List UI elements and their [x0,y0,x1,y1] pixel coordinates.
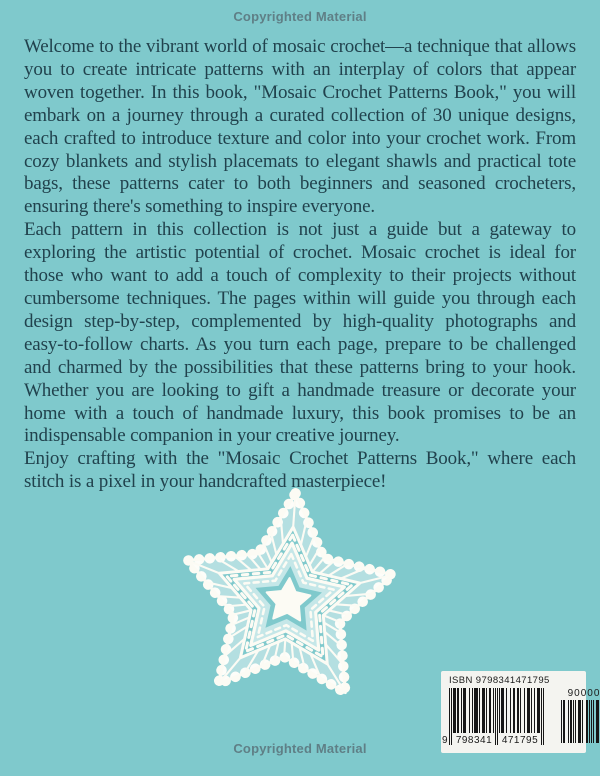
barcode-digit-left: 9 [442,735,448,746]
barcode-digits-right: 471795 [501,735,539,746]
ean5-supplement-barcode [560,688,600,743]
supplement-label: 90000 [567,688,600,699]
barcode-digits-mid: 798341 [455,735,493,746]
ean13-barcode [442,688,546,746]
description-paragraph: Welcome to the vibrant world of mosaic crochet—a technique that allows you to create intricate patterns with an interplay of colors that appear woven together. In this book, "Mosaic Crochet Patterns Book," you will embark on a journey through a curated collection of 30 unique designs, each crafted to introduce texture and color into your crochet work. From cozy blankets and stylish placemats to elegant shawls and practical tote bags, these patterns cater to both beginners and seasoned crocheters, ensuring there's something to inspire everyone. [24,36,576,218]
copyright-notice-top: Copyrighted Material [233,9,367,24]
description-paragraph: Each pattern in this collection is not just a guide but a gateway to exploring the artistic potential of crochet. Mosaic crochet is ideal for those who want to add a touch of complexity to their projects without cumbersome techniques. The pages within will guide you through each design step-by-step, complemented by high-quality photographs and easy-to-follow charts. As you turn each page, prepare to be challenged and charmed by the possibilities that these patterns bring to your hook. Whether you are looking to gift a handmade treasure or decorate your home with a touch of handmade luxury, this book promises to be an indispensable companion in your creative journey. [24,219,576,447]
isbn-label: ISBN 9798341471795 [449,675,550,686]
supplement-bars [560,700,600,743]
back-cover-description [24,36,576,494]
copyright-notice-bottom: Copyrighted Material [233,741,367,756]
crochet-star-doily-illustration [168,481,408,721]
crochet-star-icon [168,481,408,721]
description-paragraph: Enjoy crafting with the "Mosaic Crochet Patterns Book," where each stitch is a pixel in your handcrafted masterpiece! [24,448,576,493]
